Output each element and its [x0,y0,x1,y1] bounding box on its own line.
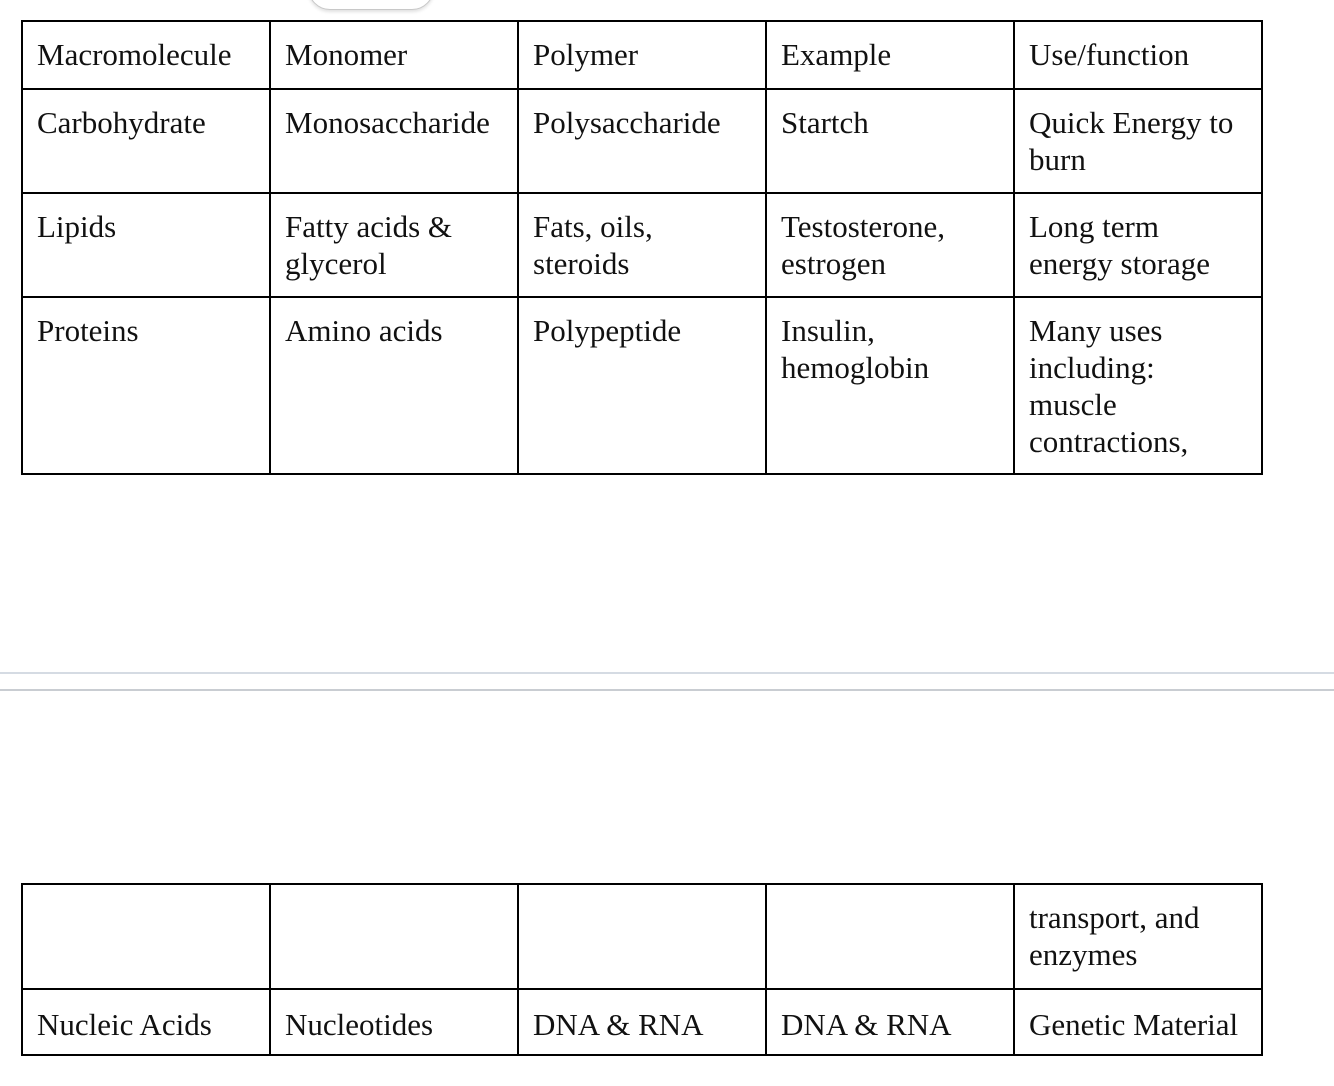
table-cell: Polypeptide [518,297,766,474]
table-cell: Genetic Material [1014,989,1262,1055]
table-cell: Fats, oils, steroids [518,193,766,297]
header-cell: Macromolecule [22,21,270,89]
macromolecule-table [21,20,1263,475]
header-cell: Monomer [270,21,518,89]
table-cell: Proteins [22,297,270,474]
table-header-row [22,21,1262,89]
table-cell: Quick Energy to burn [1014,89,1262,193]
header-cell: Polymer [518,21,766,89]
table-cell: Polysaccharide [518,89,766,193]
table-cell [22,884,270,989]
table-cell: Carbohydrate [22,89,270,193]
table-cell [518,884,766,989]
table-cell: Long term energy storage [1014,193,1262,297]
table-cell: Insulin, hemoglobin [766,297,1014,474]
table-cell: Startch [766,89,1014,193]
table-cell: Many uses including: muscle contractions, [1014,297,1262,474]
table-cell: Nucleotides [270,989,518,1055]
table-row [22,193,1262,297]
table-cell: Lipids [22,193,270,297]
table-cell [766,884,1014,989]
table-cell: Testosterone, estrogen [766,193,1014,297]
table-row [22,297,1262,474]
header-cell: Use/function [1014,21,1262,89]
table-cell: Fatty acids & glycerol [270,193,518,297]
header-cell: Example [766,21,1014,89]
table-cell: DNA & RNA [766,989,1014,1055]
table-cell: Nucleic Acids [22,989,270,1055]
table-cell: Amino acids [270,297,518,474]
floating-tab[interactable] [308,0,434,10]
table-cell: DNA & RNA [518,989,766,1055]
table-row [22,989,1262,1055]
table-row [22,89,1262,193]
page-break-line [0,672,1334,674]
table-cell [270,884,518,989]
table-cell: transport, and enzymes [1014,884,1262,989]
table-cell: Monosaccharide [270,89,518,193]
macromolecule-table-continued [21,883,1263,1056]
page-break-line [0,689,1334,691]
table-row [22,884,1262,989]
